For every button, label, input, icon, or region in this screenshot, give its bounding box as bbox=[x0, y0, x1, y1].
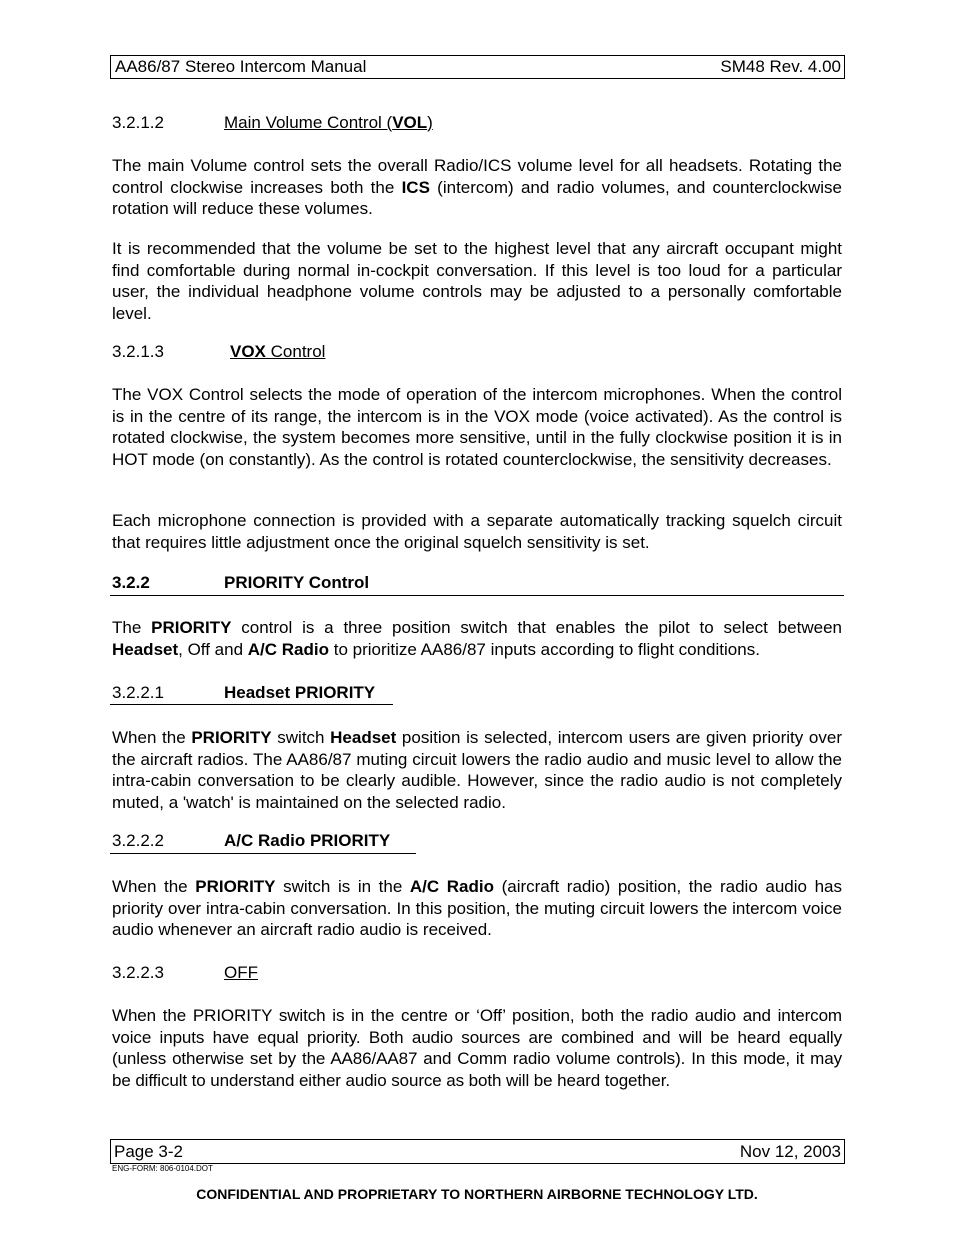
heading-3-2-2-1: 3.2.2.1 Headset PRIORITY bbox=[112, 683, 376, 702]
paragraph-off: When the PRIORITY switch is in the centre or ‘Off’ position, both the radio audio and intercom voice inputs have equal priority. Both audio sources are combined and will be heard equally (unless otherwise set by the AA86/AA87 and Comm radio volume controls). In this mode, it may be difficult to understand either audio source as both will be heard together. bbox=[112, 1006, 842, 1090]
paragraph-headset-priority: When the PRIORITY switch Headset position is selected, intercom users are given priority over the aircraft radios. The AA86/87 muting circuit lowers the radio audio and music level to allow the intra-cabin conversation to be clearly audible. However, since the radio audio is not completely muted, a 'watch' is maintained on the selected radio. bbox=[112, 728, 842, 812]
page-footer bbox=[110, 1139, 845, 1164]
footer-date: Nov 12, 2003 bbox=[739, 1141, 841, 1161]
paragraph-vox-1: The VOX Control selects the mode of operation of the intercom microphones. When the control is in the centre of its range, the intercom is in the VOX mode (voice activated). As the control is rotated clockwise, the system becomes more sensitive, until in the fully clockwise position it is in HOT mode (on constantly). As the control is rotated counterclockwise, the sensitivity decreases. bbox=[112, 385, 842, 469]
heading-3-2-1-2: 3.2.1.2 Main Volume Control (VOL) bbox=[112, 113, 433, 132]
heading-3-2-2: 3.2.2 PRIORITY Control bbox=[112, 573, 370, 592]
heading-3-2-2-2: 3.2.2.2 A/C Radio PRIORITY bbox=[112, 831, 391, 850]
paragraph-ac-radio-priority: When the PRIORITY switch is in the A/C Radio (aircraft radio) position, the radio audio has priority over intra-cabin conversation. In this position, the muting circuit lowers the intercom voice audio whenever an aircraft radio audio is received. bbox=[112, 877, 842, 940]
confidentiality-notice: CONFIDENTIAL AND PROPRIETARY TO NORTHERN AIRBORNE TECHNOLOGY LTD. bbox=[196, 1186, 758, 1202]
manual-title: AA86/87 Stereo Intercom Manual bbox=[115, 57, 367, 76]
paragraph-priority: The PRIORITY control is a three position switch that enables the pilot to select between Headset, Off and A/C Radio to prioritize AA86/87 inputs according to flight conditions. bbox=[112, 618, 842, 659]
heading-rule-3-2-2 bbox=[110, 595, 844, 596]
page-header bbox=[110, 55, 845, 79]
paragraph-vox-2: Each microphone connection is provided with a separate automatically tracking squelch circuit that requires little adjustment once the original squelch sensitivity is set. bbox=[112, 511, 842, 552]
heading-3-2-1-3: 3.2.1.3 VOX Control bbox=[112, 342, 326, 361]
heading-3-2-2-3: 3.2.2.3 OFF bbox=[112, 963, 258, 982]
paragraph-vol-1: The main Volume control sets the overall Radio/ICS volume level for all headsets. Rotating the control clockwise increases both the ICS (intercom) and radio volumes, and counterclockwise rotation will reduce these volumes. bbox=[112, 156, 842, 219]
page-number: Page 3-2 bbox=[114, 1141, 183, 1161]
heading-rule-3-2-2-1 bbox=[110, 704, 393, 705]
form-id: ENG-FORM: 806-0104.DOT bbox=[112, 1164, 213, 1173]
heading-rule-3-2-2-2 bbox=[110, 853, 416, 854]
paragraph-vol-2: It is recommended that the volume be set to the highest level that any aircraft occupant might find comfortable during normal in-cockpit conversation. If this level is too loud for a particular user, the individual headphone volume controls may be adjusted to a personally comfortable level. bbox=[112, 239, 842, 323]
revision-label: SM48 Rev. 4.00 bbox=[720, 57, 841, 76]
